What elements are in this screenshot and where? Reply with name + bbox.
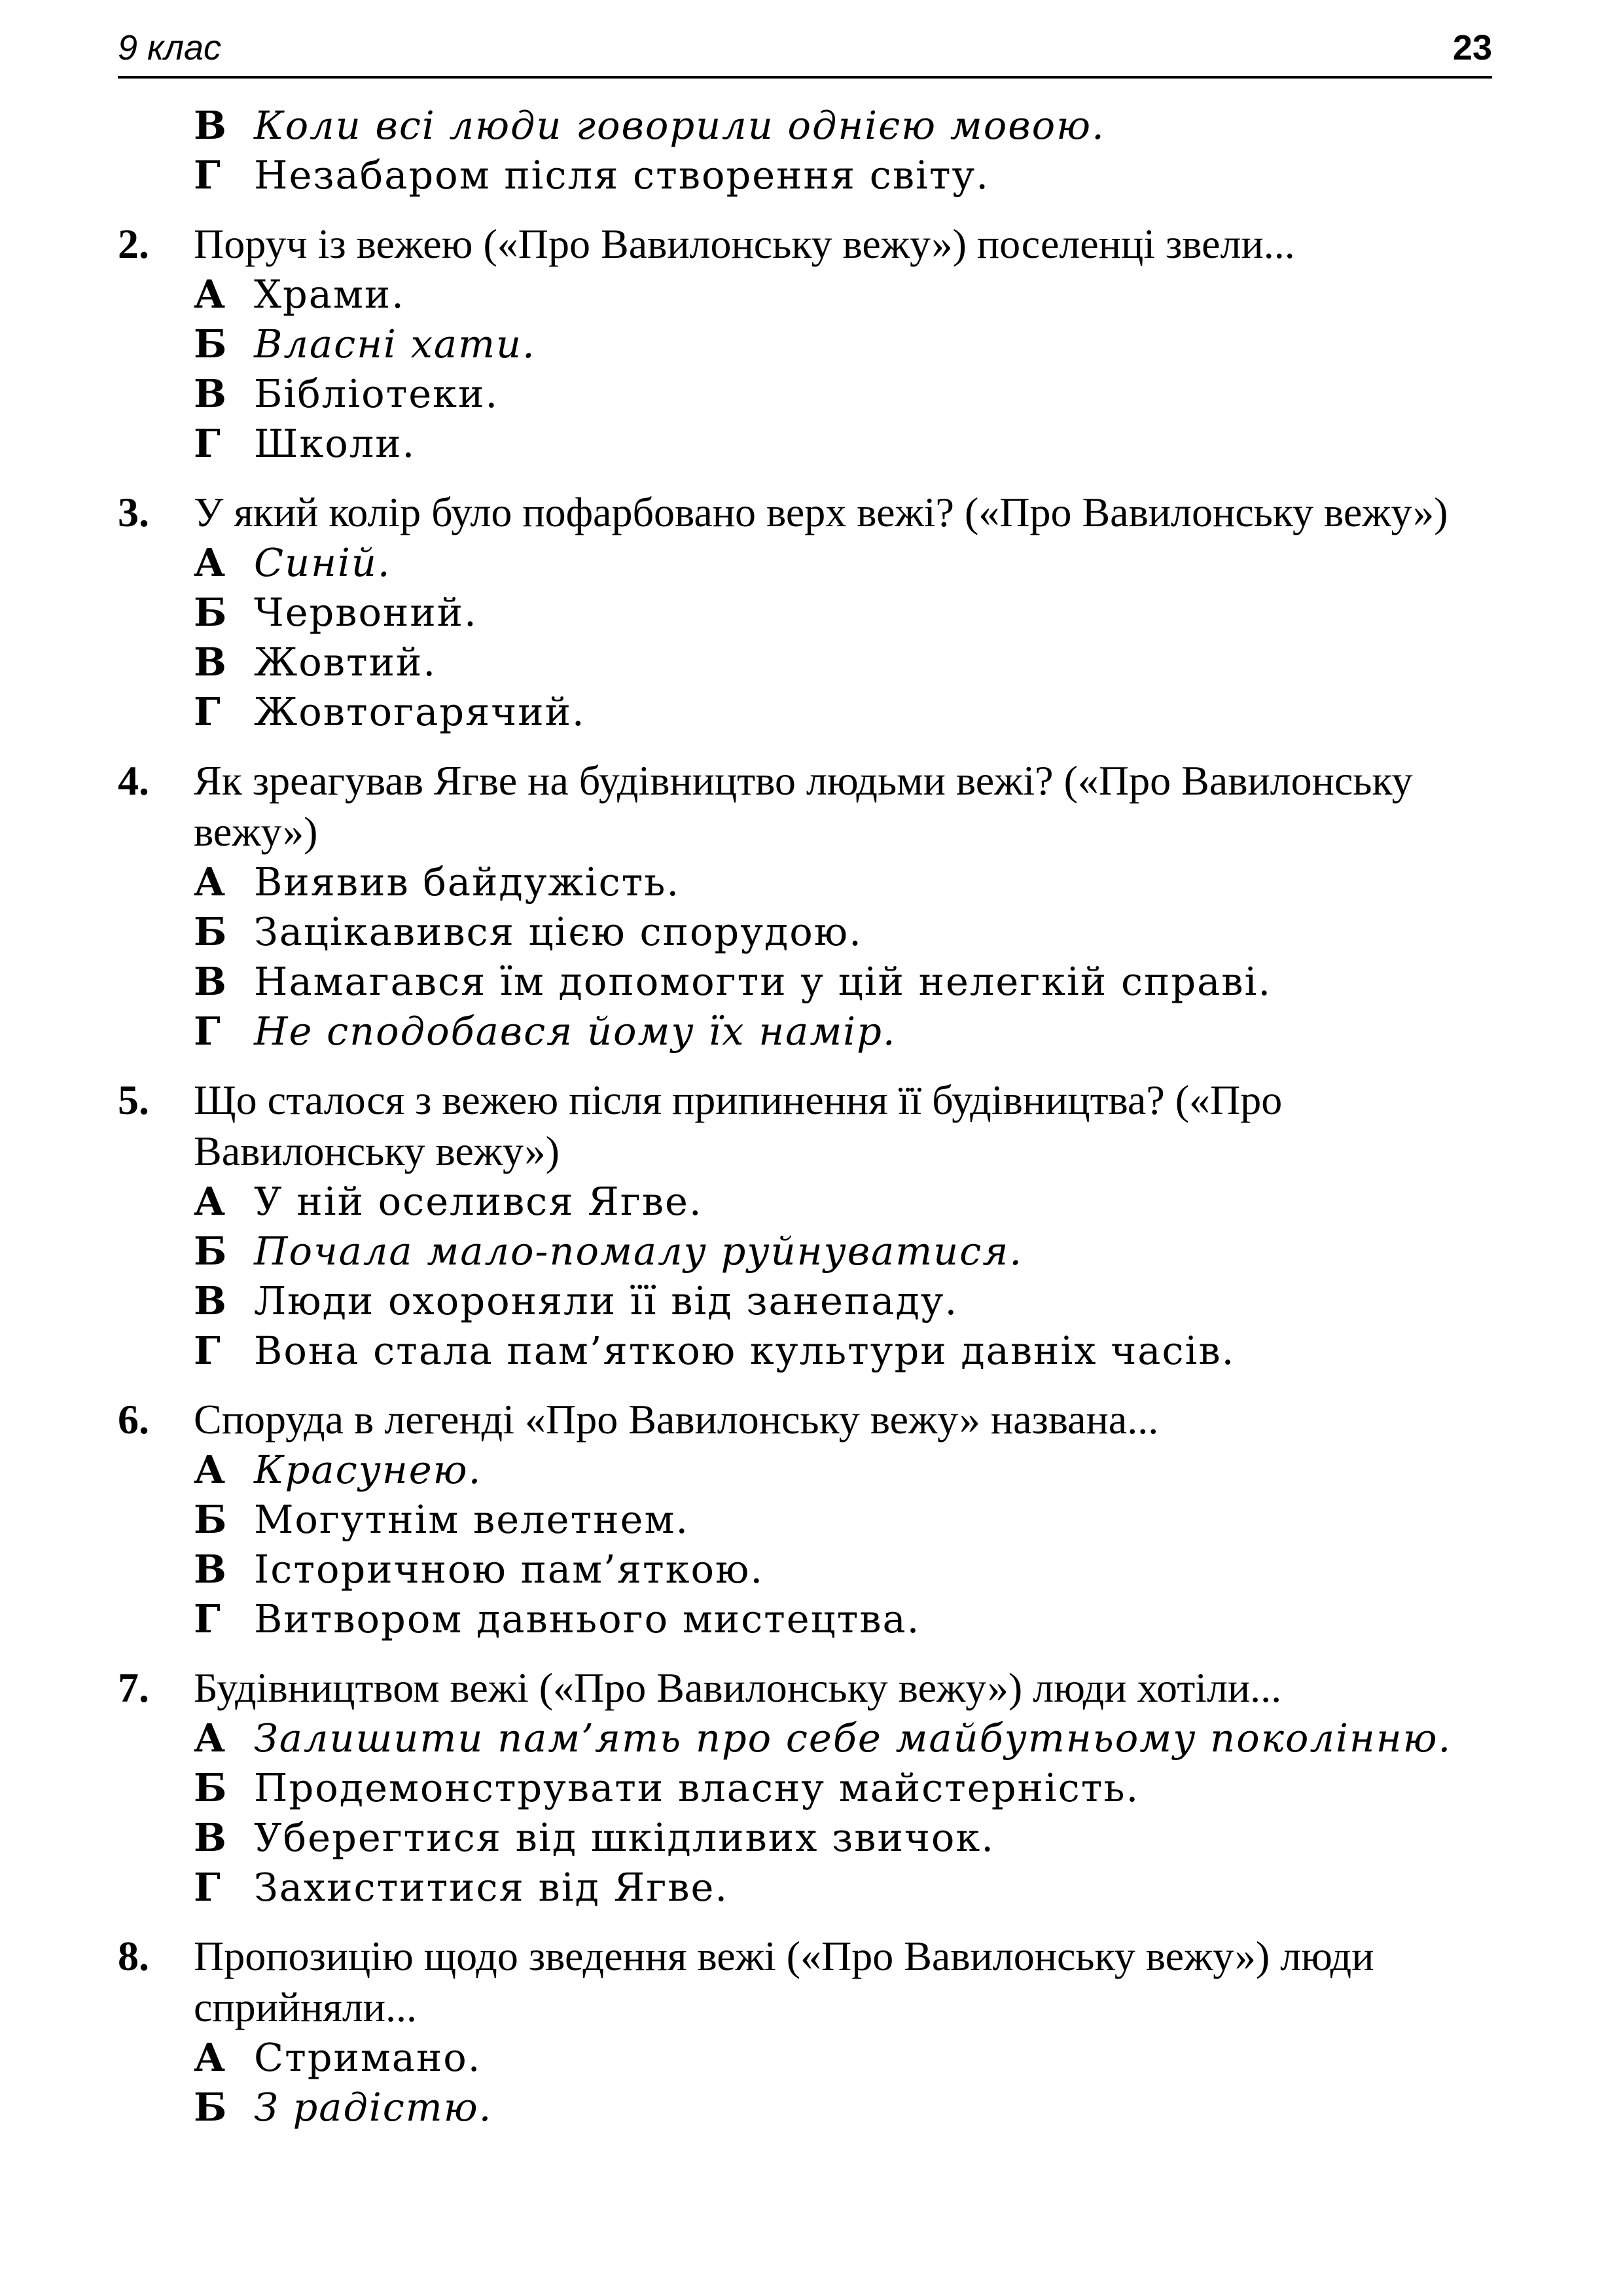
question-stem <box>118 1662 1499 1713</box>
option-letter: В <box>194 639 228 685</box>
option-text: Продемонструвати власну майстерність. <box>254 1765 1140 1810</box>
question-text: Будівництвом вежі («Про Вавилонську вежу») люди хотіли... <box>194 1664 1282 1711</box>
question-block <box>118 1394 1499 1644</box>
answer-option <box>194 319 1499 369</box>
question-block <box>118 1662 1499 1912</box>
question-stem <box>118 219 1499 270</box>
answer-option <box>194 687 1499 737</box>
option-letter: Б <box>194 909 228 954</box>
option-letter: В <box>194 1815 228 1860</box>
answer-option <box>194 151 1499 200</box>
question-stem <box>118 1931 1499 2033</box>
option-text-correct: Синій. <box>254 540 391 585</box>
question-stem <box>118 487 1499 538</box>
answer-option <box>194 637 1499 687</box>
option-letter: Г <box>194 1009 222 1054</box>
answer-option <box>194 369 1499 419</box>
answer-option <box>194 857 1499 907</box>
question-list <box>118 219 1499 2132</box>
option-letter: В <box>194 371 228 416</box>
option-letter: А <box>194 2035 227 2080</box>
answer-option <box>194 2083 1499 2132</box>
option-text: Вона стала пам’яткою культури давніх часів. <box>254 1328 1236 1373</box>
question-stem <box>118 1075 1499 1177</box>
question-text: Як зреагував Ягве на будівництво людьми вежі? («Про Вавилонську вежу») <box>194 757 1413 855</box>
option-letter: Б <box>194 590 228 635</box>
option-text: Виявив байдужість. <box>254 859 681 905</box>
option-text-correct: З радістю. <box>254 2085 493 2130</box>
question-number: 5. <box>118 1077 149 1123</box>
answer-option <box>194 1227 1499 1276</box>
option-text-correct: Почала мало-помалу руйнуватися. <box>254 1229 1024 1274</box>
option-letter: А <box>194 1715 227 1761</box>
answer-option <box>194 907 1499 957</box>
answer-option <box>194 270 1499 319</box>
option-text: Люди охороняли її від занепаду. <box>254 1278 959 1323</box>
answer-option <box>194 1445 1499 1495</box>
option-letter: В <box>194 959 228 1004</box>
answer-option <box>194 101 1499 151</box>
question-text: Споруда в легенді «Про Вавилонську вежу» названа... <box>194 1396 1159 1443</box>
question-stem <box>118 1394 1499 1445</box>
answer-option <box>194 1863 1499 1912</box>
option-text: Уберегтися від шкідливих звичок. <box>254 1815 995 1860</box>
question-number: 7. <box>118 1664 149 1711</box>
question-number: 4. <box>118 757 149 804</box>
answer-option <box>194 1713 1499 1763</box>
option-text: Витвором давнього мистецтва. <box>254 1596 921 1641</box>
option-text: Жовтогарячий. <box>254 689 586 734</box>
option-letter: А <box>194 1447 227 1492</box>
option-text: Історичною пам’яткою. <box>254 1547 764 1592</box>
question-block <box>118 219 1499 469</box>
option-letter: Б <box>194 321 228 367</box>
answer-option <box>194 957 1499 1007</box>
continued-options <box>118 101 1499 200</box>
option-letter: А <box>194 540 227 585</box>
answer-option <box>194 1007 1499 1056</box>
option-letter: Г <box>194 1328 222 1373</box>
option-letter: А <box>194 859 227 905</box>
option-text-correct: Залишити пам’ять про себе майбутньому поколінню. <box>254 1715 1452 1761</box>
option-letter: Г <box>194 689 222 734</box>
option-letter: А <box>194 272 227 317</box>
answer-option <box>194 2033 1499 2083</box>
question-number: 8. <box>118 1933 149 1979</box>
question-number: 3. <box>118 489 149 535</box>
option-text-correct: Не сподобався йому їх намір. <box>254 1009 897 1054</box>
option-text: Захиститися від Ягве. <box>254 1865 729 1910</box>
answer-option <box>194 1594 1499 1644</box>
option-text: Зацікавився цією спорудою. <box>254 909 863 954</box>
question-text: Поруч із вежею («Про Вавилонську вежу») поселенці звели... <box>194 221 1295 267</box>
answer-option <box>194 1495 1499 1545</box>
question-number: 2. <box>118 221 149 267</box>
page-header <box>118 20 1492 79</box>
question-stem <box>118 755 1499 857</box>
option-letter: Г <box>194 421 222 466</box>
option-text: Могутнім велетнем. <box>254 1497 690 1542</box>
option-text: Храми. <box>254 272 405 317</box>
option-text-correct: Власні хати. <box>254 321 536 367</box>
answer-option <box>194 588 1499 637</box>
option-letter: Б <box>194 1765 228 1810</box>
option-letter: А <box>194 1179 227 1224</box>
option-letter: Г <box>194 1865 222 1910</box>
question-text: Пропозицію щодо зведення вежі («Про Вавилонську вежу») люди сприйняли... <box>194 1933 1374 2030</box>
grade-label: 9 клас <box>118 28 222 67</box>
question-number: 6. <box>118 1396 149 1443</box>
answer-option <box>194 1763 1499 1813</box>
answer-option <box>194 1326 1499 1376</box>
question-block <box>118 1075 1499 1376</box>
option-text: Незабаром після створення світу. <box>254 152 990 198</box>
answer-option <box>194 1545 1499 1594</box>
option-text: Червоний. <box>254 590 478 635</box>
question-text: Що сталося з вежею після припинення її будівництва? («Про Вавилонську вежу») <box>194 1077 1283 1174</box>
option-text-correct: Коли всі люди говорили однією мовою. <box>254 103 1105 148</box>
option-letter: Б <box>194 1497 228 1542</box>
option-letter: Б <box>194 1229 228 1274</box>
option-text: Бібліотеки. <box>254 371 499 416</box>
question-block <box>118 755 1499 1056</box>
test-content <box>118 101 1499 2132</box>
option-letter: Г <box>194 152 222 198</box>
question-block <box>118 487 1499 737</box>
page-number: 23 <box>1452 28 1492 67</box>
answer-option <box>194 419 1499 469</box>
option-text: Стримано. <box>254 2035 482 2080</box>
option-letter: В <box>194 1278 228 1323</box>
option-letter: В <box>194 103 228 148</box>
option-text: Школи. <box>254 421 416 466</box>
option-text: У ній оселився Ягве. <box>254 1179 703 1224</box>
option-text: Намагався їм допомогти у цій нелегкій справі. <box>254 959 1272 1004</box>
answer-option <box>194 1813 1499 1863</box>
answer-option <box>194 1177 1499 1227</box>
option-text: Жовтий. <box>254 639 437 685</box>
question-block <box>118 1931 1499 2132</box>
question-text: У який колір було пофарбовано верх вежі? («Про Вавилонську вежу») <box>194 489 1448 535</box>
option-letter: Б <box>194 2085 228 2130</box>
option-letter: Г <box>194 1596 222 1641</box>
answer-option <box>194 1276 1499 1326</box>
option-letter: В <box>194 1547 228 1592</box>
answer-option <box>194 538 1499 588</box>
option-text-correct: Красунею. <box>254 1447 482 1492</box>
